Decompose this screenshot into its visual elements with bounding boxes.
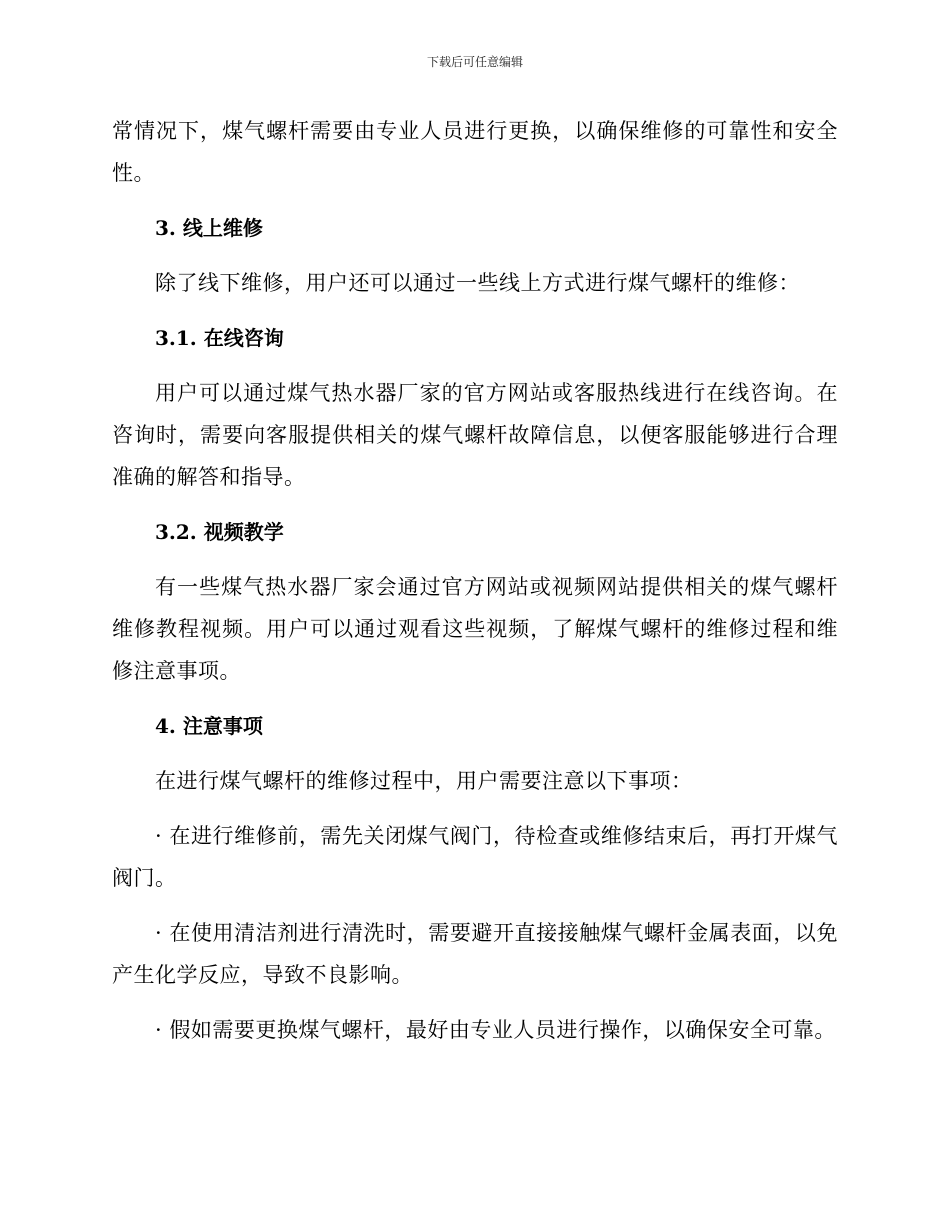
paragraph-online-intro: 除了线下维修，用户还可以通过一些线上方式进行煤气螺杆的维修：: [155, 271, 800, 295]
paragraph-online-consult: 用户可以通过煤气热水器厂家的官方网站或客服热线进行在线咨询。在咨询时，需要向客服提供相关的煤气螺杆故障信息，以便客服能够进行合理准确的解答和指导。: [112, 381, 838, 489]
paragraph-precautions-intro: 在进行煤气螺杆的维修过程中，用户需要注意以下事项：: [155, 769, 693, 793]
section-heading-3-2: 3.2. 视频教学: [155, 520, 284, 544]
section-heading-3-1: 3.1. 在线咨询: [155, 326, 284, 350]
document-body: [112, 110, 838, 1051]
paragraph-continued: 常情况下，煤气螺杆需要由专业人员进行更换，以确保维修的可靠性和安全性。: [112, 119, 838, 185]
section-heading-4: 4. 注意事项: [155, 714, 263, 738]
page-header: 下载后可任意编辑: [426, 55, 523, 69]
bullet-item: · 假如需要更换煤气螺杆，最好由专业人员进行操作，以确保安全可靠。: [155, 1018, 836, 1042]
section-heading-3: 3. 线上维修: [155, 216, 263, 240]
bullet-item: · 在进行维修前，需先关闭煤气阀门，待检查或维修结束后，再打开煤气阀门。: [112, 824, 838, 890]
bullet-item: · 在使用清洁剂进行清洗时，需要避开直接接触煤气螺杆金属表面，以免产生化学反应，导致不良影响。: [112, 921, 838, 987]
paragraph-video-tutorial: 有一些煤气热水器厂家会通过官方网站或视频网站提供相关的煤气螺杆维修教程视频。用户可以通过观看这些视频，了解煤气螺杆的维修过程和维修注意事项。: [112, 575, 838, 683]
